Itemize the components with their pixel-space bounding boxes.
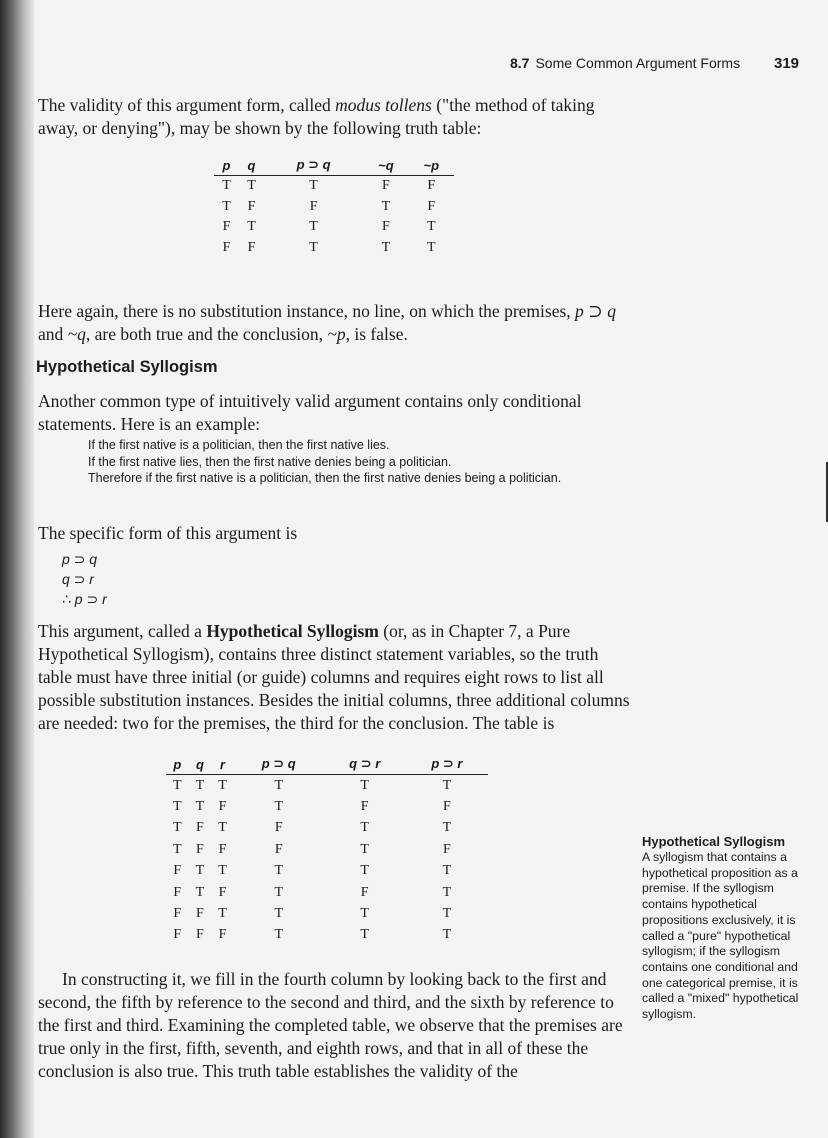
table-cell: T — [360, 906, 369, 922]
table-cell: T — [309, 239, 318, 255]
table-cell: F — [173, 906, 182, 922]
table-cell: F — [196, 841, 204, 857]
example-argument — [88, 437, 588, 487]
table-cell: F — [274, 841, 283, 857]
example-line: If the first native lies, then the first native denies being a politician. — [88, 454, 452, 469]
table-cell: T — [222, 198, 231, 214]
table-cell: T — [173, 820, 182, 836]
table-cell: T — [274, 863, 283, 879]
section-number: 8.7 — [510, 55, 530, 71]
section-heading: Hypothetical Syllogism — [36, 358, 218, 376]
table-cell: T — [427, 239, 436, 255]
form-line: ∴ p ⊃ r — [62, 591, 107, 607]
table-cell: F — [196, 906, 204, 922]
table-cell: F — [309, 198, 318, 214]
table-cell: T — [195, 799, 205, 815]
table-cell: T — [274, 906, 283, 922]
table-row — [166, 861, 488, 882]
table-cell: T — [218, 906, 227, 922]
table-cell: F — [360, 799, 369, 815]
table-cell: T — [360, 777, 369, 793]
table-row — [214, 197, 454, 218]
table-cell: T — [195, 777, 205, 793]
table-cell: F — [427, 198, 436, 214]
specific-form-paragraph: The specific form of this argument is — [38, 523, 298, 543]
table-cell: T — [381, 239, 391, 255]
hypothetical-syllogism-term: Hypothetical Syllogism — [206, 621, 379, 641]
table-cell: T — [274, 799, 283, 815]
column-header: q — [239, 157, 264, 176]
table-cell: T — [195, 863, 205, 879]
example-line: Therefore if the first native is a politician, then the first native denies being a politician. — [88, 471, 562, 485]
table-cell: T — [442, 927, 452, 943]
table-row — [214, 238, 454, 259]
construction-paragraph: In constructing it, we fill in the fourth column by looking back to the first and second, the fifth by reference to the second and third, and the sixth by reference to the first and third. Examining the completed table, we observe that the premises are true only in the first, fifth, seventh, and eighth rows, and that in all of these the conclusion is also true. This truth table establishes the validity of the — [38, 969, 623, 1081]
column-header: ~q — [363, 157, 408, 176]
hypothetical-syllogism-paragraph: This argument, called a Hypothetical Syllogism (or, as in Chapter 7, a Pure Hypothetical Syllogism), contains three distinct statement variables, so the truth table must have three initial (or guide) columns and requires eight rows to list all possible substitution instances. Besides the initial columns, three additional columns are needed: two for the premises, the third for the conclusion. The table is — [38, 621, 630, 733]
table-cell: T — [173, 777, 182, 793]
table-cell: T — [360, 863, 369, 879]
column-header: p ⊃ q — [264, 157, 363, 176]
table-cell: F — [381, 219, 390, 235]
table-cell: T — [442, 884, 452, 900]
column-header: p ⊃ q — [234, 756, 324, 775]
argument-form — [62, 549, 107, 609]
table-row — [166, 818, 488, 839]
no-substitution-paragraph: Here again, there is no substitution instance, no line, on which the premises, p ⊃ q and ~q, are both true and the conclusion, ~p, is false. — [38, 301, 616, 344]
table-cell: F — [218, 841, 227, 857]
table-cell: F — [360, 884, 369, 900]
table-cell: T — [222, 178, 231, 194]
table-header-row — [166, 756, 488, 775]
glossary-term: Hypothetical Syllogism — [642, 834, 786, 849]
book-binding-shadow — [0, 0, 34, 1138]
table-cell: F — [381, 178, 390, 194]
table-cell: T — [442, 777, 452, 793]
table-cell: F — [218, 884, 227, 900]
table-row — [166, 882, 488, 903]
table-row — [166, 903, 488, 924]
table-cell: T — [381, 198, 391, 214]
table-cell: T — [173, 841, 182, 857]
form-line: q ⊃ r — [62, 571, 94, 587]
table-cell: F — [218, 799, 227, 815]
column-header: p — [166, 756, 189, 775]
table-header-row — [214, 157, 454, 176]
table-cell: F — [427, 178, 436, 194]
column-header: p ⊃ r — [406, 756, 488, 775]
margin-glossary — [642, 834, 802, 1023]
section-title: Some Common Argument Forms — [535, 55, 741, 71]
table-row — [214, 176, 454, 197]
table-cell: T — [274, 777, 283, 793]
example-line: If the first native is a politician, then the first native lies. — [88, 438, 390, 452]
table-cell: T — [274, 884, 283, 900]
table-row — [166, 775, 488, 797]
table-cell: F — [274, 820, 283, 836]
table-row — [166, 925, 488, 946]
glossary-definition: A syllogism that contains a hypothetical proposition as a premise. If the syllogism contains hypothetical propositions exclusively, it is called a "pure" hypothetical syllogism; if the syllogism contains one conditional and one categorical premise, it is called a "mixed" hypothetical syllogism. — [642, 850, 799, 1022]
table-cell: F — [218, 927, 227, 943]
table-cell: T — [173, 799, 182, 815]
table-cell: F — [222, 219, 231, 235]
table-cell: F — [247, 198, 256, 214]
column-header: q — [189, 756, 212, 775]
table-cell: F — [196, 820, 204, 836]
table-cell: T — [247, 178, 256, 194]
table-cell: F — [443, 841, 451, 857]
table-cell: T — [309, 219, 318, 235]
table-cell: F — [173, 927, 182, 943]
column-header: r — [211, 756, 234, 775]
conditional-statements-paragraph: Another common type of intuitively valid argument contains only conditional statements. Here is an example: — [38, 391, 582, 434]
table-cell: T — [442, 820, 452, 836]
table-cell: F — [247, 239, 256, 255]
table-cell: F — [222, 239, 231, 255]
column-header: ~p — [409, 157, 454, 176]
table-row — [166, 839, 488, 860]
form-line: p ⊃ q — [62, 551, 98, 567]
hypothetical-syllogism-truth-table — [166, 756, 488, 946]
table-cell: F — [173, 884, 182, 900]
modus-tollens-term: modus tollens — [335, 95, 432, 115]
table-row — [166, 796, 488, 817]
modus-tollens-truth-table — [214, 157, 454, 258]
column-header: p — [214, 157, 239, 176]
table-cell: T — [218, 820, 227, 836]
table-cell: T — [247, 219, 256, 235]
table-cell: F — [196, 927, 204, 943]
running-header — [510, 55, 800, 72]
table-cell: T — [218, 777, 227, 793]
modus-tollens-paragraph: The validity of this argument form, called modus tollens ("the method of taking away, or denying"), may be shown by the following truth table: — [38, 95, 595, 138]
table-cell: T — [442, 906, 452, 922]
table-row — [214, 217, 454, 238]
page-number: 319 — [774, 55, 800, 72]
table-cell: T — [360, 820, 369, 836]
table-cell: F — [443, 799, 451, 815]
table-cell: T — [218, 863, 227, 879]
table-cell: T — [274, 927, 283, 943]
table-cell: T — [442, 863, 452, 879]
table-cell: T — [360, 841, 369, 857]
column-header: q ⊃ r — [324, 756, 406, 775]
table-cell: T — [309, 178, 318, 194]
table-cell: T — [195, 884, 205, 900]
table-cell: T — [427, 219, 436, 235]
table-cell: F — [173, 863, 182, 879]
table-cell: T — [360, 927, 369, 943]
